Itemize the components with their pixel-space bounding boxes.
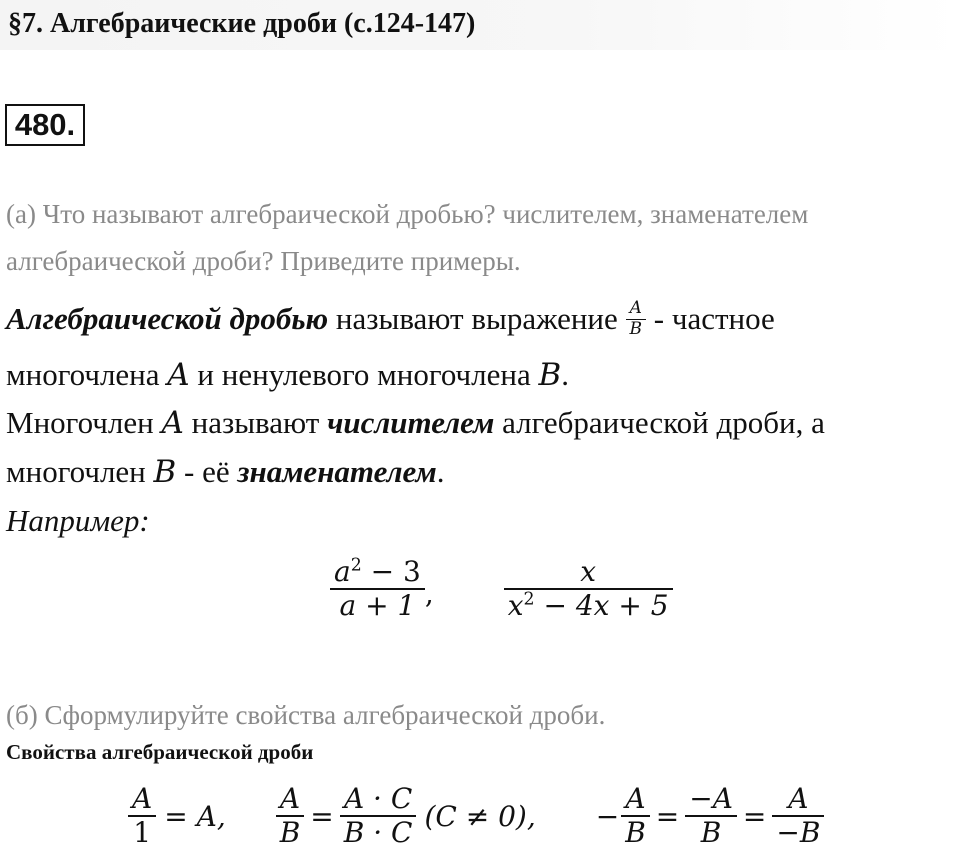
- fraction-numerator: [330, 556, 425, 588]
- equals-sign: =: [310, 799, 334, 833]
- fraction-numerator: −A: [689, 781, 733, 815]
- property3-fraction-1: [621, 783, 650, 849]
- fraction-a-over-b: [626, 299, 647, 339]
- math-rest: − 4x + 5: [543, 589, 669, 623]
- minus-sign: −: [595, 799, 620, 833]
- math-var: a: [334, 555, 351, 588]
- fraction-numerator: A · C: [343, 781, 413, 815]
- variable-a: A: [167, 357, 190, 393]
- property2-fraction-left: [276, 783, 305, 849]
- example-fraction-2: [504, 556, 673, 622]
- definition-line1: [6, 292, 775, 346]
- question-b: (б) Сформулируйте свойства алгебраической дроби.: [6, 700, 606, 730]
- example-label: Например:: [6, 503, 150, 538]
- property1-rhs: = A,: [164, 799, 226, 833]
- fraction-denominator: a + 1: [339, 589, 416, 623]
- property1-fraction: [128, 783, 156, 849]
- fraction-denominator: B: [629, 318, 643, 339]
- exponent: 2: [523, 589, 535, 610]
- question-a-line2: алгебраической дроби? Приведите примеры.: [6, 246, 521, 276]
- fraction-denominator: B: [625, 816, 646, 849]
- term-denominator: знаменателем: [237, 454, 437, 489]
- definition-line4: [6, 454, 444, 490]
- fraction-denominator: B: [700, 816, 722, 849]
- equals-sign: =: [742, 799, 767, 833]
- term-numerator: числителем: [327, 405, 495, 440]
- definition-line2: [6, 357, 569, 393]
- text-fragment: многочлен: [6, 454, 146, 489]
- math-var: x: [507, 589, 524, 623]
- fraction-denominator: [504, 590, 673, 622]
- period: .: [436, 454, 445, 489]
- property2-fraction-right: [340, 783, 417, 849]
- property2-condition: (C ≠ 0),: [424, 799, 536, 833]
- fraction-numerator: A: [279, 781, 301, 815]
- definition-text: называют выражение: [335, 301, 618, 336]
- term-algebraic-fraction: Алгебраической дробью: [6, 301, 329, 336]
- comma: ,: [424, 577, 434, 611]
- period: .: [561, 357, 569, 392]
- examples-row: [330, 556, 673, 622]
- text-fragment: и ненулевого многочлена: [197, 357, 531, 392]
- definition-after: - частное: [653, 301, 775, 336]
- math-rest: − 3: [370, 555, 421, 588]
- text-fragment: - её: [184, 454, 230, 489]
- text-fragment: многочлена: [6, 357, 160, 392]
- properties-row: [128, 776, 824, 856]
- equals-sign: =: [655, 799, 680, 833]
- fraction-denominator: −B: [776, 816, 821, 849]
- properties-heading: Свойства алгебраической дроби: [6, 740, 314, 764]
- section-title: §7. Алгебраические дроби (с.124-147): [8, 8, 476, 39]
- fraction-denominator: B · C: [343, 816, 413, 849]
- question-a-line1: (а) Что называют алгебраической дробью? числителем, знаменателем: [6, 199, 809, 229]
- variable-a: A: [161, 405, 184, 441]
- text-fragment: алгебраической дроби, а: [502, 405, 825, 440]
- text-fragment: Многочлен: [6, 405, 154, 440]
- variable-b: B: [538, 357, 562, 393]
- variable-b: B: [153, 454, 177, 490]
- exponent: 2: [350, 555, 362, 576]
- property3-fraction-2: [685, 783, 737, 849]
- fraction-numerator: A: [629, 297, 642, 318]
- fraction-denominator: B: [279, 816, 301, 849]
- definition-line3: [6, 405, 825, 441]
- fraction-numerator: A: [132, 781, 153, 815]
- example-fraction-1: [330, 556, 425, 622]
- fraction-numerator: A: [625, 781, 646, 815]
- fraction-denominator: 1: [133, 816, 152, 849]
- task-number-box: 480.: [5, 104, 85, 146]
- fraction-numerator: A: [788, 781, 809, 815]
- property3-fraction-3: [772, 783, 824, 849]
- fraction-numerator: x: [580, 555, 597, 588]
- text-fragment: называют: [191, 405, 320, 440]
